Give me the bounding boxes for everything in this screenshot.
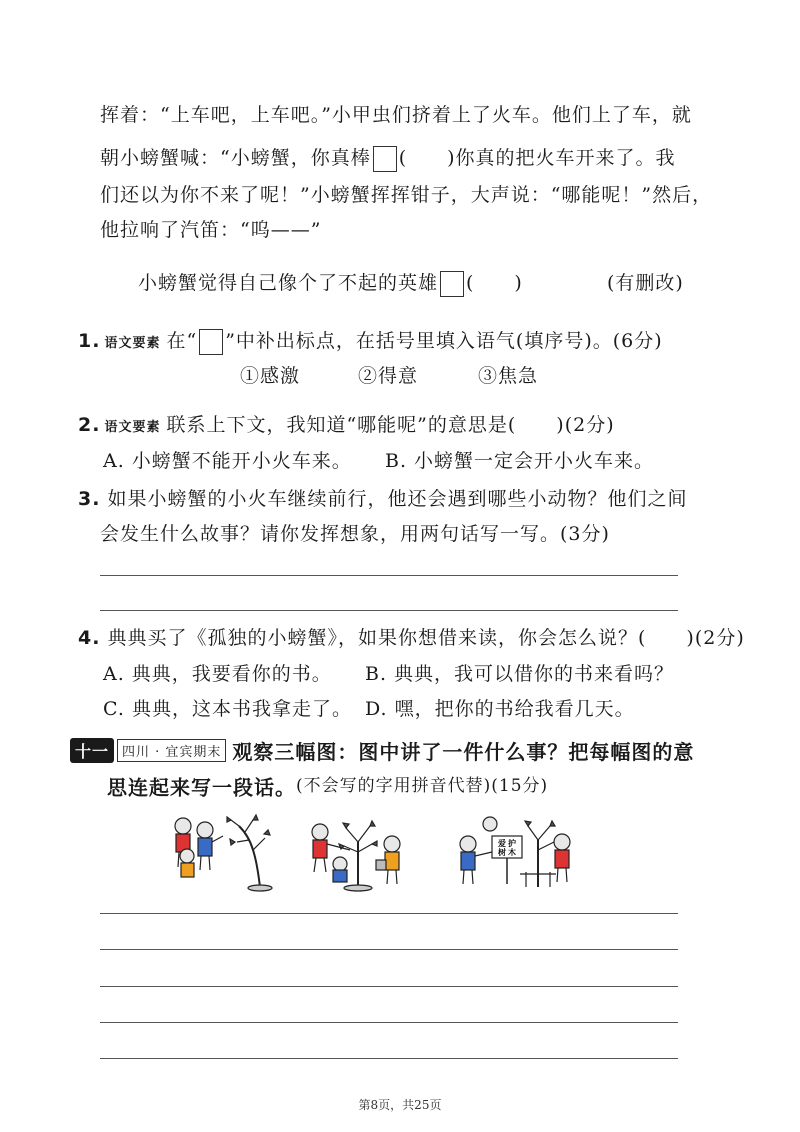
story-line-2-start: 朝小螃蟹喊：“小螃蟹，你真棒 — [100, 147, 371, 169]
section-title-line-1: 观察三幅图：图中讲了一件什么事？把每幅图的意 — [232, 740, 695, 764]
punctuation-blank-box[interactable] — [440, 271, 464, 297]
question-3-text-1: 如果小螃蟹的小火车继续前行，他还会遇到哪些小动物？他们之间 — [107, 488, 688, 510]
answer-line[interactable] — [100, 575, 678, 576]
picture-1-children-and-bent-tree — [165, 812, 280, 892]
question-number: 3. — [78, 488, 101, 510]
question-2-text: 联系上下文，我知道“哪能呢”的意思是( )(2分) — [166, 414, 615, 436]
story-line-5-end: ( ) — [466, 272, 523, 294]
story-line-3: 们还以为你不来了呢！”小螃蟹挥挥钳子，大声说：“哪能呢！”然后， — [100, 184, 713, 206]
story-line-4: 他拉响了汽笛：“呜——” — [100, 219, 322, 241]
q1-option-1: ①感激 — [240, 365, 301, 387]
sign-char-4: 木 — [508, 848, 516, 857]
q4-option-b: B. 典典，我可以借你的书来看吗？ — [365, 663, 675, 685]
section-11-heading — [70, 736, 694, 765]
picture-2-children-helping-tree — [300, 812, 415, 892]
page-number-footer: 第8页，共25页 — [358, 1098, 442, 1112]
story-line-5-start: 小螃蟹觉得自己像个了不起的英雄 — [138, 272, 439, 294]
writing-line[interactable] — [100, 1058, 678, 1059]
question-3-line-1 — [78, 484, 688, 511]
q4-option-a: A. 典典，我要看你的书。 — [103, 663, 332, 685]
section-11-heading-line-2 — [107, 771, 548, 801]
question-tag: 语文要素 — [104, 420, 161, 435]
question-1-text-a: 在“ — [166, 330, 198, 352]
question-2 — [78, 410, 615, 437]
q2-option-b: B. 小螃蟹一定会开小火车来。 — [385, 450, 655, 472]
q4-option-d: D. 嘿，把你的书给我看几天。 — [365, 698, 635, 720]
writing-line[interactable] — [100, 913, 678, 914]
question-3-line-2: 会发生什么故事？请你发挥想象，用两句话写一写。(3分) — [100, 523, 610, 545]
question-tag: 语文要素 — [104, 336, 161, 351]
section-note: (不会写的字用拼音代替)(15分) — [296, 776, 549, 796]
section-title-line-2: 思连起来写一段话。 — [107, 775, 296, 800]
sign-char-2: 护 — [508, 839, 516, 848]
q1-option-3: ③焦急 — [478, 365, 539, 387]
story-line-5 — [138, 268, 523, 297]
picture-3-children-with-sign — [450, 812, 575, 892]
question-number: 1. — [78, 330, 101, 352]
q1-option-2: ②得意 — [358, 365, 419, 387]
writing-line[interactable] — [100, 949, 678, 950]
sign-char-3: 树 — [498, 848, 506, 857]
question-4 — [78, 623, 745, 650]
source-note: (有删改) — [607, 272, 684, 294]
question-number: 4. — [78, 627, 101, 649]
question-1 — [78, 326, 663, 355]
section-number-badge: 十一 — [70, 738, 114, 763]
section-source-tag: 四川 · 宜宾期末 — [117, 739, 226, 762]
punctuation-blank-box[interactable] — [373, 146, 397, 172]
story-line-1: 挥着：“上车吧，上车吧。”小甲虫们挤着上了火车。他们上了车，就 — [100, 104, 692, 126]
writing-line[interactable] — [100, 1022, 678, 1023]
answer-line[interactable] — [100, 610, 678, 611]
writing-line[interactable] — [100, 986, 678, 987]
q4-option-c: C. 典典，这本书我拿走了。 — [103, 698, 352, 720]
sample-box — [199, 329, 223, 355]
question-number: 2. — [78, 414, 101, 436]
story-line-2 — [100, 143, 676, 172]
story-line-2-end: ( )你真的把火车开来了。我 — [398, 147, 676, 169]
question-1-text-b: ”中补出标点，在括号里填入语气(填序号)。(6分) — [225, 330, 663, 352]
q2-option-a: A. 小螃蟹不能开小火车来。 — [103, 450, 352, 472]
question-4-text: 典典买了《孤独的小螃蟹》，如果你想借来读，你会怎么说？( )(2分) — [107, 627, 745, 649]
sign-char-1: 爱 — [498, 839, 506, 848]
